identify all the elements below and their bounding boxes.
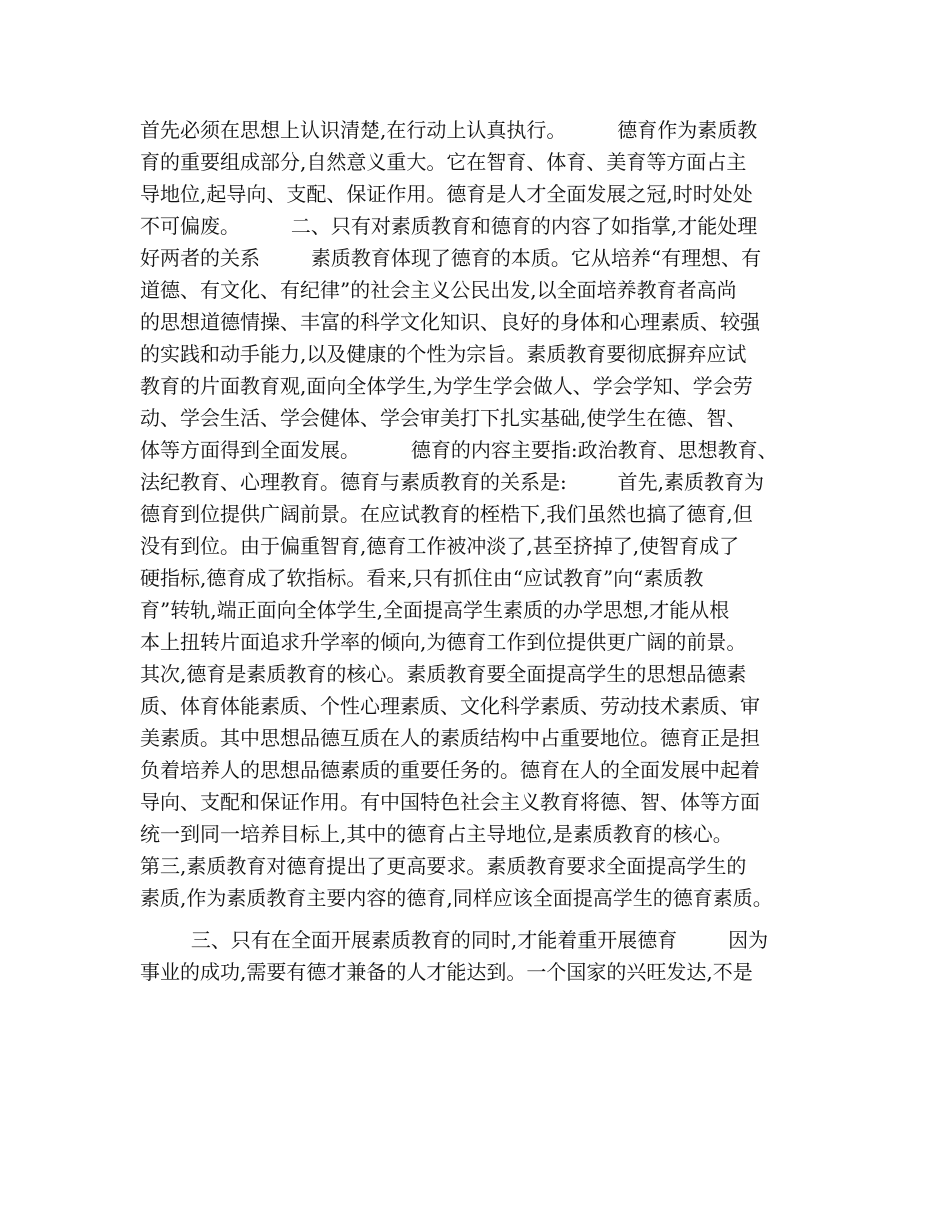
text-line: 的实践和动手能力,以及健康的个性为宗旨。素质教育要彻底摒弃应试 xyxy=(140,342,747,366)
text-line: 美素质。其中思想品德互质在人的素质结构中占重要地位。德育正是担 xyxy=(140,726,760,750)
text-line: 首先必须在思想上认识清楚,在行动上认真执行。 德育作为素质教 xyxy=(140,118,758,142)
text-line: 育”转轨,端正面向全体学生,全面提高学生素质的办学思想,才能从根 xyxy=(140,598,730,622)
text-line: 没有到位。由于偏重智育,德育工作被冲淡了,甚至挤掉了,使智育成了 xyxy=(140,534,740,558)
text-line: 不可偏废。 二、只有对素质教育和德育的内容了如指掌,才能处理 xyxy=(140,214,758,238)
text-line: 导地位,起导向、支配、保证作用。德育是人才全面发展之冠,时时处处 xyxy=(140,182,753,206)
text-line: 教育的片面教育观,面向全体学生,为学生学会做人、学会学知、学会劳 xyxy=(140,374,753,398)
text-line: 体等方面得到全面发展。 德育的内容主要指:政治教育、思想教育、 xyxy=(140,438,778,462)
text-line: 德育到位提供广阔前景。在应试教育的桎梏下,我们虽然也搞了德育,但 xyxy=(140,502,753,526)
text-line: 道德、有文化、有纪律”的社会主义公民出发,以全面培养教育者高尚 xyxy=(140,278,737,302)
text-line: 质、体育体能素质、个性心理素质、文化科学素质、劳动技术素质、审 xyxy=(140,694,760,718)
text-line: 统一到同一培养目标上,其中的德育占主导地位,是素质教育的核心。 xyxy=(140,822,733,846)
text-line: 负着培养人的思想品德素质的重要任务的。德育在人的全面发展中起着 xyxy=(140,758,760,782)
text-line: 素质,作为素质教育主要内容的德育,同样应该全面提高学生的德育素质。 xyxy=(140,886,773,910)
text-line: 导向、支配和保证作用。有中国特色社会主义教育将德、智、体等方面 xyxy=(140,790,760,814)
text-line: 法纪教育、心理教育。德育与素质教育的关系是: 首先,素质教育为 xyxy=(140,470,764,494)
text-line: 本上扭转片面追求升学率的倾向,为德育工作到位提供更广阔的前景。 xyxy=(140,630,747,654)
text-line: 硬指标,德育成了软指标。看来,只有抓住由“应试教育”向“素质教 xyxy=(140,566,704,590)
text-line: 事业的成功,需要有德才兼备的人才能达到。一个国家的兴旺发达,不是 xyxy=(140,960,753,984)
text-line: 好两者的关系 素质教育体现了德育的本质。它从培养“有理想、有 xyxy=(140,246,762,270)
text-line: 其次,德育是素质教育的核心。素质教育要全面提高学生的思想品德素 xyxy=(140,662,747,686)
text-line: 的思想道德情操、丰富的科学文化知识、良好的身体和心理素质、较强 xyxy=(140,310,760,334)
text-line: 第三,素质教育对德育提出了更高要求。素质教育要求全面提高学生的 xyxy=(140,854,747,878)
text-line: 育的重要组成部分,自然意义重大。它在智育、体育、美育等方面占主 xyxy=(140,150,747,174)
text-line: 动、学会生活、学会健体、学会审美打下扎实基础,使学生在德、智、 xyxy=(140,406,747,430)
section-heading-line: 三、只有在全面开展素质教育的同时,才能着重开展德育 因为 xyxy=(140,928,769,952)
body-text xyxy=(140,114,820,988)
